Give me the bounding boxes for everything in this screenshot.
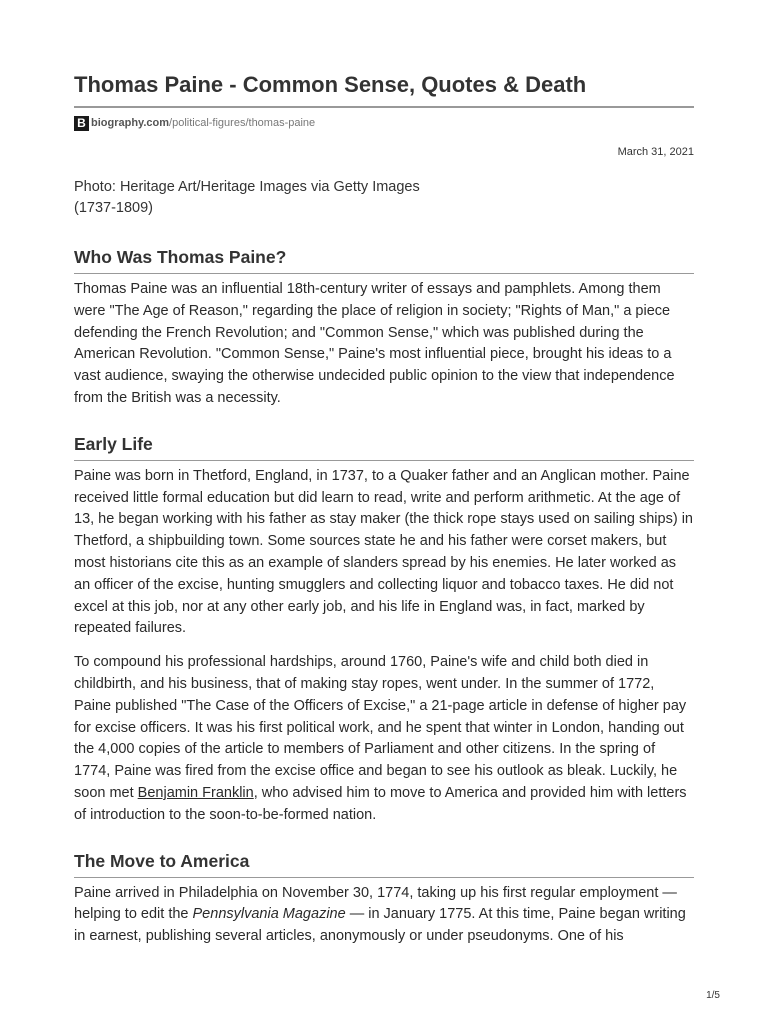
paragraph-text: , who advised him to move to America and provided him with letters of introduction to the soon-to-be-formed nation. xyxy=(74,784,687,823)
source-line xyxy=(74,114,694,132)
source-domain: biography.com xyxy=(91,117,170,129)
paragraph-text: Paine arrived in Philadelphia on November 30, 1774, taking up his first regular employment — helping to edit the xyxy=(74,884,677,923)
heading-early-life: Early Life xyxy=(74,432,694,461)
magazine-title: Pennsylvania Magazine xyxy=(192,906,346,923)
paragraph-who: Thomas Paine was an influential 18th-century writer of essays and pamphlets. Among them were "The Age of Reason," regarding the place of religion in society; "Rights of Man," a piece defending the French Revolution; and "Common Sense," which was published during the American Revolution. "Common Sense," Paine's most influential piece, brought his ideas to a vast audience, swaying the otherwise undecided public opinion to the view that independence from the British was a necessity. xyxy=(74,281,675,406)
source-path: /political-figures/thomas-paine xyxy=(169,117,316,129)
document-page xyxy=(74,70,694,948)
page-number: 1/5 xyxy=(706,990,720,1001)
paragraph-early-life-2 xyxy=(74,652,694,826)
caption-years: (1737-1809) xyxy=(74,200,153,216)
publish-date: March 31, 2021 xyxy=(617,146,694,158)
benjamin-franklin-link[interactable]: Benjamin Franklin xyxy=(137,784,254,801)
heading-who-was-thomas-paine: Who Was Thomas Paine? xyxy=(74,245,694,274)
paragraph-early-life-1: Paine was born in Thetford, England, in 1737, to a Quaker father and an Anglican mother. Paine received little formal education but did learn to read, write and perform arithmetic. At the age of 13, he began working with his father as stay maker (the thick rope stays used on sailing ships) in Thetford, a shipbuilding town. Some sources state he and his father were corset makers, but most historians cite this as an example of slanders spread by his enemies. He later worked as an officer of the excise, hunting smugglers and collecting liquor and tobacco taxes. He did not excel at this job, nor at any other early job, and his life in England was, in fact, marked by repeated failures. xyxy=(74,467,693,637)
photo-caption xyxy=(74,177,694,219)
paragraph-text: To compound his professional hardships, around 1760, Paine's wife and child both died in childbirth, and his business, that of making stay ropes, went under. In the summer of 1772, Paine published "The Case of the Officers of Excise," a 21-page article in defense of higher pay for excise officers. It was his first political work, and he spent that winter in London, handing out the 4,000 copies of the article to members of Parliament and other citizens. In the spring of 1774, Paine was fired from the excise office and began to see his outlook as bleak. Luckily, he soon met xyxy=(74,654,687,801)
biography-logo-icon: B xyxy=(74,116,89,131)
paragraph-text: — in January 1775. At this time, Paine began writing in earnest, publishing several articles, anonymously or under pseudonyms. One of his xyxy=(74,906,686,945)
caption-credit: Photo: Heritage Art/Heritage Images via Getty Images xyxy=(74,179,420,195)
heading-move-to-america: The Move to America xyxy=(74,849,694,878)
page-title: Thomas Paine - Common Sense, Quotes & Death xyxy=(74,70,694,108)
paragraph-move xyxy=(74,883,694,948)
